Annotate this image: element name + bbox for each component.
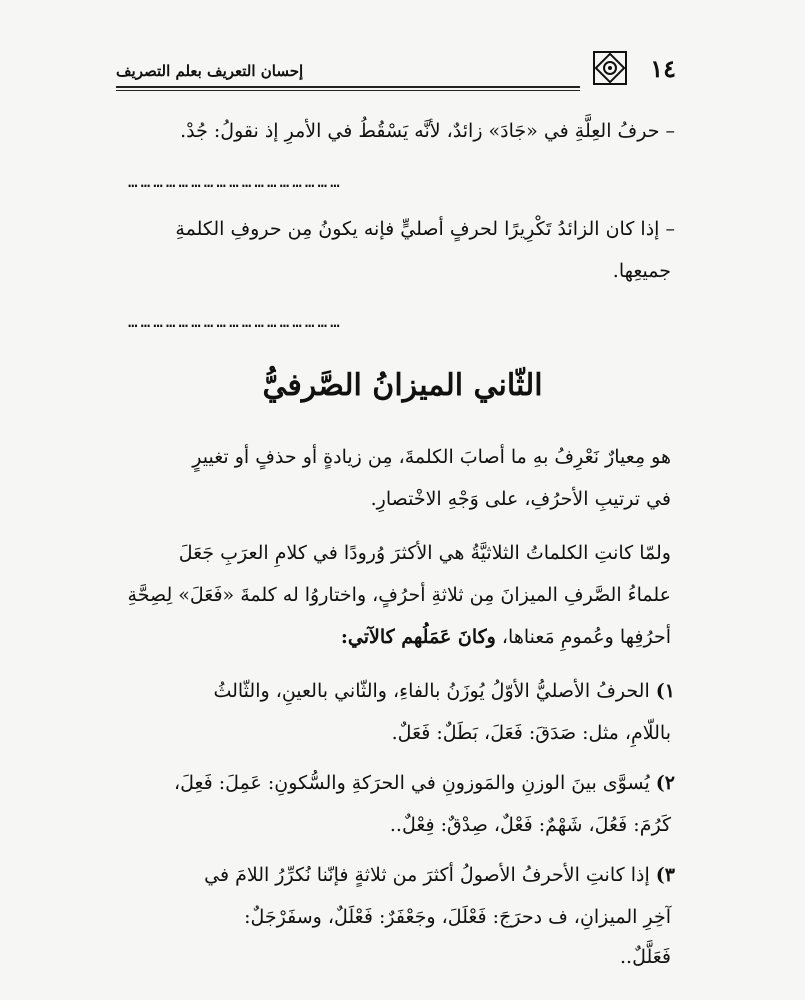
section-title: الثّاني الميزانُ الصَّرفيُّ	[262, 368, 543, 403]
paragraph-line: هو مِعيارٌ نَعْرِفُ بهِ ما أصابَ الكلمةَ، مِن زيادةٍ أو حذفٍ أو تغييرٍ	[192, 446, 671, 468]
rule-continuation: باللّامِ، مثل: صَدَقَ: فَعَلَ، بَطَلٌ: فَعَلٌ.	[391, 722, 671, 744]
rule-number: ٢)	[655, 772, 675, 794]
rule-number: ٣)	[655, 864, 675, 886]
rule-number: ١)	[655, 680, 675, 702]
rule-item	[213, 680, 675, 702]
rule-continuation: كَرُمَ: فَعُلَ، شَهْمٌ: فَعْلٌ، صِدْقٌ: فِعْلٌ..	[389, 814, 671, 836]
book-title: إحسان التعريف بعلم التصريف	[116, 62, 304, 80]
paragraph-text: أحرُفِها وعُمومِ مَعناها،	[495, 626, 671, 648]
rule-item	[204, 864, 675, 886]
rule-text: إذا كانتِ الأحرفُ الأصولُ أكثرَ من ثلاثةٍ فإنّنا نُكرِّرُ اللامَ في	[204, 864, 650, 886]
rule-continuation: فَعَلَّلٌ..	[619, 946, 671, 968]
paragraph-line: ولمّا كانتِ الكلماتُ الثلاثيَّةُ هي الأكثرَ وُرودًا في كلامِ العرَبِ جَعَلَ	[178, 542, 671, 564]
dotted-line: ……………………………………………	[128, 172, 343, 191]
bullet-item	[175, 218, 675, 240]
header-rule-thin	[116, 90, 580, 91]
bullet-text: حرفُ العِلَّةِ في «جَادَ» زائدٌ، لأنَّه يَسْقُطُ في الأمرِ إذ نقولُ: جُدْ.	[180, 120, 660, 142]
header-rule	[116, 86, 580, 88]
ornament-icon	[592, 50, 628, 86]
paragraph-line: علماءُ الصَّرفِ الميزانَ مِن ثلاثةِ أحرُفٍ، واختاروُا له كلمةَ «فَعَلَ» لِصِحَّةِ	[127, 584, 671, 606]
rule-text: الحرفُ الأصليُّ الأوّلُ يُوزَنُ بالفاءِ، والثّاني بالعينِ، والثّالثُ	[213, 680, 650, 702]
dotted-line: ……………………………………………	[128, 312, 343, 331]
bullet-continuation: جميعِها.	[612, 260, 671, 282]
rule-text: يُسوَّى بينَ الوزنِ والمَوزونِ في الحرَكةِ والسُّكونِ: عَمِلَ: فَعِلَ،	[173, 772, 650, 794]
bullet-item	[180, 120, 675, 142]
rule-item	[174, 772, 675, 794]
page-header	[116, 48, 676, 92]
paragraph-line: في ترتيبِ الأحرُفِ، على وَجْهِ الاخْتصارِ.	[370, 488, 671, 510]
bullet-marker: –	[665, 218, 675, 240]
emphasis-text: وكانَ عَمَلُهم كالآتي:	[340, 626, 496, 648]
rule-continuation: آخِرِ الميزانِ، ف دحرَجَ: فَعْلَلَ، وجَعْفَرٌ: فَعْلَلٌ، وسفَرْجَلٌ:	[244, 906, 671, 928]
bullet-marker: –	[665, 120, 675, 142]
paragraph-line	[341, 626, 671, 648]
bullet-text: إذا كان الزائدُ تَكْرِيرًا لحرفٍ أصليٍّ فإنه يكونُ مِن حروفِ الكلمةِ	[175, 218, 660, 240]
page-number: ١٤	[650, 54, 676, 83]
